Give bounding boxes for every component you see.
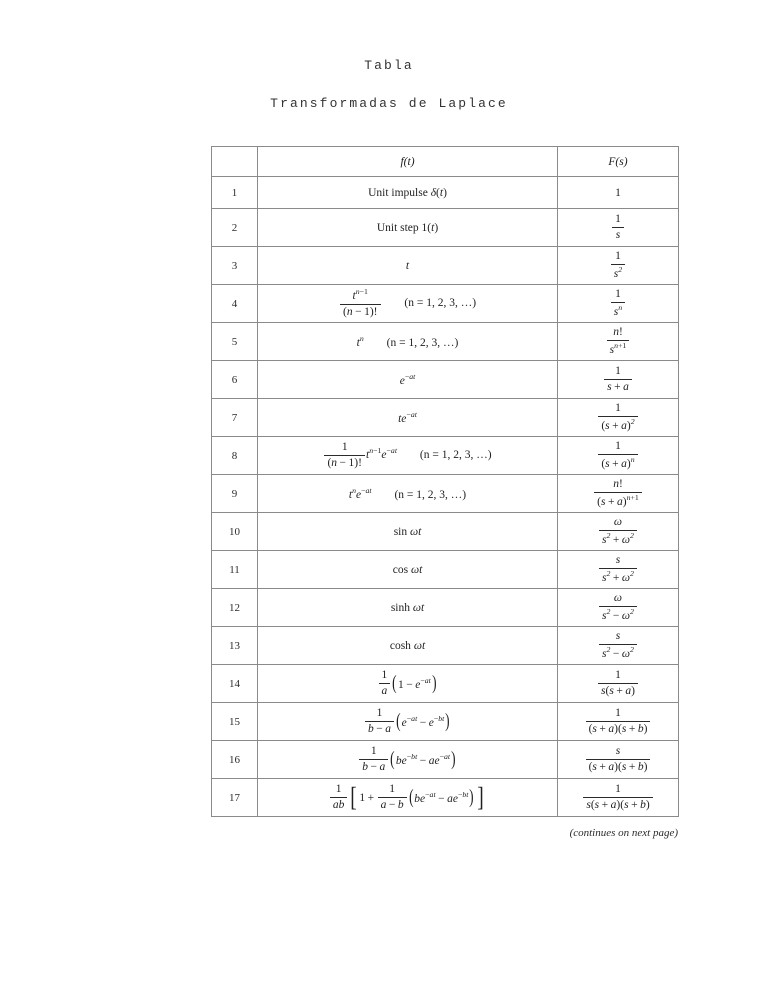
numerator: 1 xyxy=(359,745,388,760)
fraction: $\frac{1}{(s + a)(s + b)}$ xyxy=(586,707,651,736)
fraction: $\frac{1}{(s + a)^n}$ xyxy=(598,440,637,471)
denominator: s xyxy=(613,305,619,318)
s-symbol: s xyxy=(621,723,627,735)
row-fs-expression xyxy=(558,513,679,551)
numerator: 1 xyxy=(611,250,625,265)
unit-impulse-label: Unit impulse xyxy=(368,186,428,199)
b-symbol: b xyxy=(640,799,646,811)
fraction: $\frac{s}{(s + a)(s + b)}$ xyxy=(586,745,651,774)
row-ft-expression xyxy=(258,323,558,361)
t-symbol: t xyxy=(439,186,444,199)
fraction: $\frac{n!}{(s + a)^{n+1}}$ xyxy=(594,478,642,509)
s-symbol: s xyxy=(609,685,614,697)
sinh-label: sinh xyxy=(390,601,410,614)
numerator: 1 xyxy=(612,213,624,228)
numerator: ω xyxy=(599,516,637,531)
a-symbol: a xyxy=(379,761,386,773)
t-symbol: t xyxy=(394,446,397,456)
a-symbol: a xyxy=(610,799,617,811)
n-symbol: n xyxy=(630,455,635,465)
row-index: 15 xyxy=(212,703,258,741)
row-fs-expression xyxy=(558,323,679,361)
row-ft-expression: $te^{-at}$ xyxy=(258,399,558,437)
n-symbol: n xyxy=(355,287,360,297)
numerator: 1 xyxy=(604,365,632,380)
t-symbol: t xyxy=(365,449,370,462)
row-index: 6 xyxy=(212,361,258,399)
row-index: 12 xyxy=(212,589,258,627)
a-symbol: a xyxy=(447,792,453,805)
t-symbol: t xyxy=(419,563,423,576)
fraction: $\frac{1}{s + a}$ xyxy=(604,365,632,394)
fraction: $\frac{1}{(s + a)^2}$ xyxy=(598,402,637,433)
row-fs-expression xyxy=(558,177,679,209)
t-symbol: t xyxy=(447,752,451,762)
a-symbol: a xyxy=(409,372,414,382)
row-fs-expression xyxy=(558,209,679,247)
b-symbol: b xyxy=(438,714,443,724)
n-symbol: n xyxy=(352,486,356,496)
t-symbol: t xyxy=(414,410,417,420)
numerator: 1 xyxy=(598,440,637,455)
row-index: 11 xyxy=(212,551,258,589)
table-header-row xyxy=(212,147,679,177)
table-row xyxy=(212,177,679,209)
continues-note: (continues on next page) xyxy=(569,827,678,839)
row-ft-expression xyxy=(258,247,558,285)
a-symbol: a xyxy=(621,457,627,470)
n-symbol: n xyxy=(614,341,619,351)
n-symbol: n xyxy=(331,457,338,469)
s-symbol: s xyxy=(607,381,612,393)
omega-symbol: ω xyxy=(621,609,631,622)
row-index: 16 xyxy=(212,741,258,779)
a-symbol: a xyxy=(332,799,339,811)
row-index: 17 xyxy=(212,779,258,817)
b-symbol: b xyxy=(411,752,416,762)
row-index: 8 xyxy=(212,437,258,475)
fraction: $\frac{s}{s^2 + \omega^2}$ xyxy=(599,554,637,585)
table-row xyxy=(212,779,679,817)
row-index: 10 xyxy=(212,513,258,551)
row-fs-expression xyxy=(558,247,679,285)
t-symbol: t xyxy=(420,601,425,614)
b-symbol: b xyxy=(338,799,345,811)
condition: (n = 1, 2, 3, …) xyxy=(394,488,467,501)
bracket-close: ] xyxy=(477,782,484,813)
omega-symbol: ω xyxy=(413,639,422,652)
row-fs-expression xyxy=(558,475,679,513)
t-symbol: t xyxy=(418,525,422,538)
table-row xyxy=(212,513,679,551)
numerator: s xyxy=(586,745,651,760)
value-one: 1 xyxy=(615,186,621,199)
fraction: $\frac{\omega}{s^2 - \omega^2}$ xyxy=(599,592,637,623)
b-symbol: b xyxy=(637,723,644,735)
b-symbol: b xyxy=(395,754,402,767)
n-symbol: n xyxy=(618,303,623,313)
omega-symbol: ω xyxy=(412,601,421,614)
row-index: 1 xyxy=(212,177,258,209)
omega-symbol: ω xyxy=(621,647,631,660)
row-ft-expression: $\frac{1}{(n - 1)!}$ $t^{n-1}e^{-at}$ (n = 1, 2, 3, …) xyxy=(258,437,558,475)
numerator: 1 xyxy=(365,707,394,722)
a-symbol: a xyxy=(608,723,615,735)
s-symbol: s xyxy=(586,799,591,811)
omega-symbol: ω xyxy=(409,525,419,538)
fraction: $\frac{1}{s(s + a)}$ xyxy=(598,669,638,698)
table-row xyxy=(212,209,679,247)
row-fs-expression xyxy=(558,361,679,399)
row-index: 5 xyxy=(212,323,258,361)
delta-symbol: δ xyxy=(430,186,437,199)
s-symbol: s xyxy=(602,571,607,584)
a-symbol: a xyxy=(365,486,370,496)
t-symbol: t xyxy=(433,790,436,800)
header-ft-label: f(t) xyxy=(400,155,415,168)
b-symbol: b xyxy=(362,761,368,773)
n-symbol: n xyxy=(346,305,353,318)
fraction: $\frac{1}{b - a}$ xyxy=(365,707,394,736)
unit-step-label: Unit step xyxy=(376,221,419,234)
t-symbol: t xyxy=(405,259,410,272)
fraction xyxy=(330,783,348,812)
omega-symbol: ω xyxy=(621,571,631,584)
bracket-open: [ xyxy=(350,782,358,813)
numerator: 1 xyxy=(378,783,407,798)
numerator: 1 xyxy=(598,669,638,684)
b-symbol: b xyxy=(462,790,467,800)
table-row xyxy=(212,589,679,627)
fraction: $\frac{1}{a - b}$ xyxy=(378,783,407,812)
one-symbol: 1 xyxy=(421,221,428,234)
table-row xyxy=(212,703,679,741)
t-symbol: t xyxy=(431,221,435,234)
t-symbol: t xyxy=(348,488,353,501)
fraction: $\frac{t^{n-1}}{(n - 1)!}$ xyxy=(340,288,381,319)
condition: (n = 1, 2, 3, …) xyxy=(404,297,477,310)
s-symbol: s xyxy=(605,419,610,432)
row-fs-expression xyxy=(558,437,679,475)
t-symbol: t xyxy=(428,676,431,686)
a-symbol: a xyxy=(444,752,448,762)
fraction xyxy=(611,288,625,319)
a-symbol: a xyxy=(411,714,416,724)
t-symbol: t xyxy=(415,714,418,724)
table-row xyxy=(212,437,679,475)
a-symbol: a xyxy=(617,495,623,508)
cosh-label: cosh xyxy=(389,639,411,652)
n-symbol: n xyxy=(626,493,631,503)
numerator: 1 xyxy=(583,783,652,798)
s-symbol: s xyxy=(605,457,610,470)
numerator: 1 xyxy=(324,441,365,456)
a-symbol: a xyxy=(410,410,415,420)
table-row xyxy=(212,627,679,665)
s-symbol: s xyxy=(601,685,606,697)
fraction: $\frac{1}{(n - 1)!}$ xyxy=(324,441,365,470)
row-ft-expression: $e^{-at}$ xyxy=(258,361,558,399)
a-symbol: a xyxy=(380,799,387,811)
row-ft-expression xyxy=(258,285,558,323)
row-index: 9 xyxy=(212,475,258,513)
row-fs-expression xyxy=(558,589,679,627)
row-ft-expression xyxy=(258,589,558,627)
a-symbol: a xyxy=(424,676,429,686)
n-symbol: n xyxy=(369,446,374,456)
table-row xyxy=(212,665,679,703)
row-index: 4 xyxy=(212,285,258,323)
column-header-ft xyxy=(258,147,558,177)
a-symbol: a xyxy=(621,419,627,432)
s-symbol: s xyxy=(601,495,606,508)
column-header-fs xyxy=(558,147,679,177)
s-symbol: s xyxy=(602,533,607,546)
fraction: $\frac{1}{s^2}$ xyxy=(611,250,625,281)
s-symbol: s xyxy=(592,761,597,773)
condition: (n = 1, 2, 3, …) xyxy=(419,449,492,462)
table-row xyxy=(212,285,679,323)
omega-symbol: ω xyxy=(621,533,631,546)
a-symbol: a xyxy=(390,446,395,456)
a-symbol: a xyxy=(385,723,391,735)
row-fs-expression xyxy=(558,665,679,703)
condition: (n = 1, 2, 3, …) xyxy=(386,336,459,349)
row-ft-expression xyxy=(258,551,558,589)
t-symbol: t xyxy=(398,412,402,425)
row-fs-expression xyxy=(558,285,679,323)
s-symbol: s xyxy=(621,761,627,773)
row-index: 3 xyxy=(212,247,258,285)
numerator: ω xyxy=(599,592,637,607)
row-ft-expression: Unit step 1(t) xyxy=(258,209,558,247)
fraction xyxy=(379,669,391,698)
s-symbol: s xyxy=(624,799,629,811)
row-fs-expression xyxy=(558,627,679,665)
page-subtitle: Transformadas de Laplace xyxy=(270,96,508,111)
row-ft-expression: $\frac{1}{b - a}$ $(be^{-bt} - ae^{-at})$ xyxy=(258,741,558,779)
row-index: 13 xyxy=(212,627,258,665)
table-row xyxy=(212,551,679,589)
s-symbol: s xyxy=(602,647,607,660)
row-ft-expression xyxy=(258,627,558,665)
row-fs-expression xyxy=(558,703,679,741)
fraction: $\frac{s}{s^2 - \omega^2}$ xyxy=(599,630,637,661)
numerator: 1 xyxy=(611,288,625,303)
n-symbol: n xyxy=(613,478,619,491)
t-symbol: t xyxy=(413,372,416,382)
numerator: s xyxy=(599,630,637,645)
s-symbol: s xyxy=(594,799,600,811)
row-fs-expression xyxy=(558,551,679,589)
row-ft-expression: $\frac{1}{ab}$ [ 1 + $\frac{1}{a - b}$ $(be^{-at} - ae^{-bt})$ ] xyxy=(258,779,558,817)
table-row xyxy=(212,475,679,513)
table-row xyxy=(212,361,679,399)
row-ft-expression: $\frac{1}{b - a}$ $(e^{-at} - e^{-bt})$ xyxy=(258,703,558,741)
a-symbol: a xyxy=(429,790,434,800)
row-ft-expression xyxy=(258,513,558,551)
sin-label: sin xyxy=(393,525,408,538)
b-symbol: b xyxy=(637,761,644,773)
row-index: 7 xyxy=(212,399,258,437)
a-symbol: a xyxy=(623,381,629,393)
omega-symbol: ω xyxy=(410,563,420,576)
cos-label: cos xyxy=(392,563,409,576)
table-row xyxy=(212,399,679,437)
t-symbol: t xyxy=(466,790,469,800)
fraction: $\frac{\omega}{s^2 + \omega^2}$ xyxy=(599,516,637,547)
column-header-index xyxy=(212,147,258,177)
fraction: $\frac{n!}{s^{n+1}}$ xyxy=(607,326,630,357)
t-symbol: t xyxy=(421,639,426,652)
row-fs-expression xyxy=(558,399,679,437)
a-symbol: a xyxy=(608,761,615,773)
row-ft-expression: Unit impulse δ(t) xyxy=(258,177,558,209)
denominator: s xyxy=(613,267,619,280)
s-symbol: s xyxy=(592,723,597,735)
b-symbol: b xyxy=(414,792,421,805)
s-symbol: s xyxy=(602,609,607,622)
n-symbol: n xyxy=(359,334,364,344)
t-symbol: t xyxy=(442,714,445,724)
row-index: 14 xyxy=(212,665,258,703)
row-fs-expression xyxy=(558,779,679,817)
numerator: 1 xyxy=(586,707,651,722)
numerator: 1 xyxy=(598,402,637,417)
row-fs-expression xyxy=(558,741,679,779)
t-symbol: t xyxy=(369,486,372,496)
b-symbol: b xyxy=(367,723,374,735)
denominator: s xyxy=(615,229,621,241)
denominator: a xyxy=(381,685,388,697)
numerator: 1 xyxy=(330,783,348,798)
numerator: 1 xyxy=(379,669,391,684)
n-symbol: n xyxy=(613,326,619,339)
t-symbol: t xyxy=(415,752,418,762)
a-symbol: a xyxy=(428,754,435,767)
b-symbol: b xyxy=(397,799,404,811)
numerator: s xyxy=(599,554,637,569)
a-symbol: a xyxy=(625,685,632,697)
row-index: 2 xyxy=(212,209,258,247)
fraction: $\frac{1}{b - a}$ xyxy=(359,745,388,774)
fraction xyxy=(612,213,624,242)
t-symbol: t xyxy=(352,290,356,303)
row-ft-expression: $\frac{1}{a}$ $(1 - e^{-at})$ xyxy=(258,665,558,703)
laplace-transform-table xyxy=(211,146,678,817)
fraction: $\frac{1}{s(s + a)(s + b)}$ xyxy=(583,783,652,812)
table-row xyxy=(212,247,679,285)
table-row xyxy=(212,323,679,361)
page-title: Tabla xyxy=(364,58,414,73)
title-block xyxy=(0,58,768,112)
row-ft-expression: $t^ne^{-at}$ (n = 1, 2, 3, …) xyxy=(258,475,558,513)
table-row xyxy=(212,741,679,779)
denominator: s xyxy=(609,343,615,356)
t-symbol: t xyxy=(356,336,360,349)
header-fs-label: F(s) xyxy=(608,155,628,168)
